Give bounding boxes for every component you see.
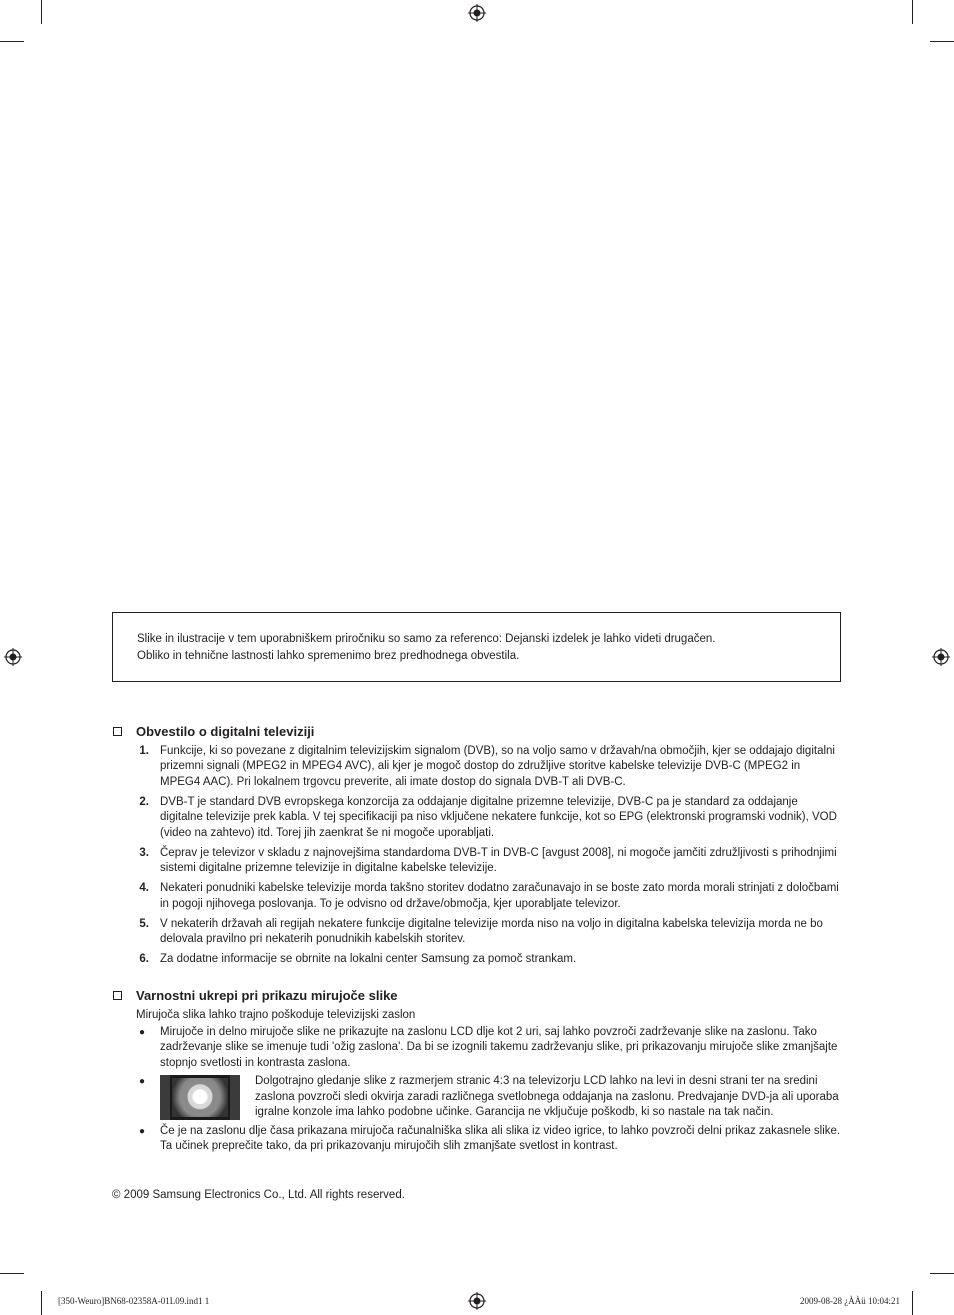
footer-file-info: [350-Weuro]BN68-02358A-01L09.ind1 1: [58, 1296, 210, 1306]
numbered-list: [112, 744, 842, 968]
footer-timestamp: 2009-08-28 ¿ÀÀü 10:04:21: [800, 1296, 900, 1306]
bullet-icon: ●: [138, 1076, 145, 1087]
section-title: Obvestilo o digitalni televiziji: [136, 724, 315, 739]
checkbox-bullet-icon: [113, 727, 122, 736]
registration-mark-icon: [932, 648, 950, 666]
list-item: 1. Funkcije, ki so povezane z digitalnim televizijskim signalom (DVB), so na voljo samo v državah/na območjih, kjer se oddajajo digitalni prizemni signali (MPEG2 in MPEG4 AVC), ali kjer je mogoč dostop do združljive storitve kabelske televizije DVB-C (MPEG2 in MPEG4 AAC). Pri lokalnem trgovcu preverite, ali imate dostop do signala DVB-T ali DVB-C.: [139, 744, 835, 788]
list-item: 6. Za dodatne informacije se obrnite na lokalni center Samsung za pomoč strankam.: [139, 953, 577, 965]
crop-mark: [912, 0, 913, 24]
list-item: 3. Čeprav je televizor v skladu z najnovejšima standardoma DVB-T in DVB-C [avgust 2008], ni mogoče jamčiti združljivosti s prihodnjimi sistemi digitalne prizemne televizije in digitalne kabelske televizije.: [139, 846, 837, 874]
crop-mark: [912, 1291, 913, 1315]
section-intro: Mirujoča slika lahko trajno poškoduje televizijski zaslon: [136, 1009, 416, 1021]
bullet-list: [112, 1025, 842, 1155]
notice-line: Obliko in tehnične lastnosti lahko spremenimo brez predhodnega obvestila.: [137, 650, 520, 662]
checkbox-bullet-icon: [113, 991, 122, 1000]
list-item: ● Dolgotrajno gledanje slike z razmerjem stranic 4:3 na televizorju LCD lahko na levi in desni strani ter na sredini zaslona povzroči sledi okvirja zaradi različnega svetlobnega oddajanja na zaslonu. Predvajanje DVD-ja ali uporaba igralne konzole ima lahko podobne učinke. Garancija ne vključuje poškodb, ki so nastale na tak način.: [112, 1074, 842, 1121]
section-heading: [112, 724, 842, 739]
bullet-icon: ●: [138, 1026, 145, 1038]
list-item: 2. DVB-T je standard DVB evropskega konzorcija za oddajanje digitalne prizemne televizije, DVB-C pa je standard za oddajanje digitalne televizije prek kabla. V tej specifikaciji pa niso vključene nekatere funkcije, kot so EPG (elektronski programski vodnik), VOD (video na zahtevo) itd. Torej jih zaenkrat še ni mogoče uporabljati.: [139, 795, 837, 839]
list-item: ● Če je na zaslonu dlje časa prikazana mirujoča računalniška slika ali slika iz video igrice, to lahko povzroči delni prikaz zakasnele slike. Ta učinek preprečite tako, da pri prikazovanju mirujočih slih zmanjšate svetlost in kontrast.: [112, 1124, 842, 1155]
bullet-icon: ●: [138, 1125, 145, 1137]
registration-mark-icon: [468, 1292, 486, 1310]
list-item: 5. V nekaterih državah ali regijah nekatere funkcije digitalne televizije morda niso na voljo in digitalna kabelska televizija morda ne bo delovala pravilno pri nekaterih ponudnikih kabelskih storitev.: [139, 917, 823, 945]
registration-mark-icon: [4, 648, 22, 666]
list-item: 4. Nekateri ponudniki kabelske televizije morda takšno storitev dodatno zaračunavajo in se boste zato morda morali strinjati z določbami in pogoji njihovega poslovanja. To je odvisno od države/območja, kjer uporabljate televizor.: [139, 882, 839, 910]
crop-mark: [0, 41, 24, 42]
digital-tv-notice-section: [112, 724, 842, 968]
section-heading: [112, 988, 842, 1003]
tv-flower-image: [160, 1075, 240, 1120]
copyright-text: © 2009 Samsung Electronics Co., Ltd. All rights reserved.: [112, 1189, 405, 1201]
list-item: ● Mirujoče in delno mirujoče slike ne prikazujte na zaslonu LCD dlje kot 2 uri, saj lahko povzroči zadrževanje slike na zaslonu. Tako zadrževanje slike se imenuje tudi 'ožig zaslona'. Da bi se izognili takemu zadrževanju slike, pri prikazovanju mirujoče slike zmanjšajte stopnjo svetlosti in kontrasta zaslona.: [112, 1025, 842, 1072]
crop-mark: [0, 1273, 24, 1274]
registration-mark-icon: [468, 4, 486, 22]
section-title: Varnostni ukrepi pri prikazu mirujoče slike: [136, 988, 398, 1003]
still-image-precautions-section: [112, 988, 842, 1155]
crop-mark: [930, 1273, 954, 1274]
crop-mark: [41, 1291, 42, 1315]
crop-mark: [930, 41, 954, 42]
notice-line: Slike in ilustracije v tem uporabniškem priročniku so samo za referenco: Dejanski izdelek je lahko videti drugačen.: [137, 633, 716, 645]
crop-mark: [41, 0, 42, 24]
notice-box: [112, 612, 841, 682]
